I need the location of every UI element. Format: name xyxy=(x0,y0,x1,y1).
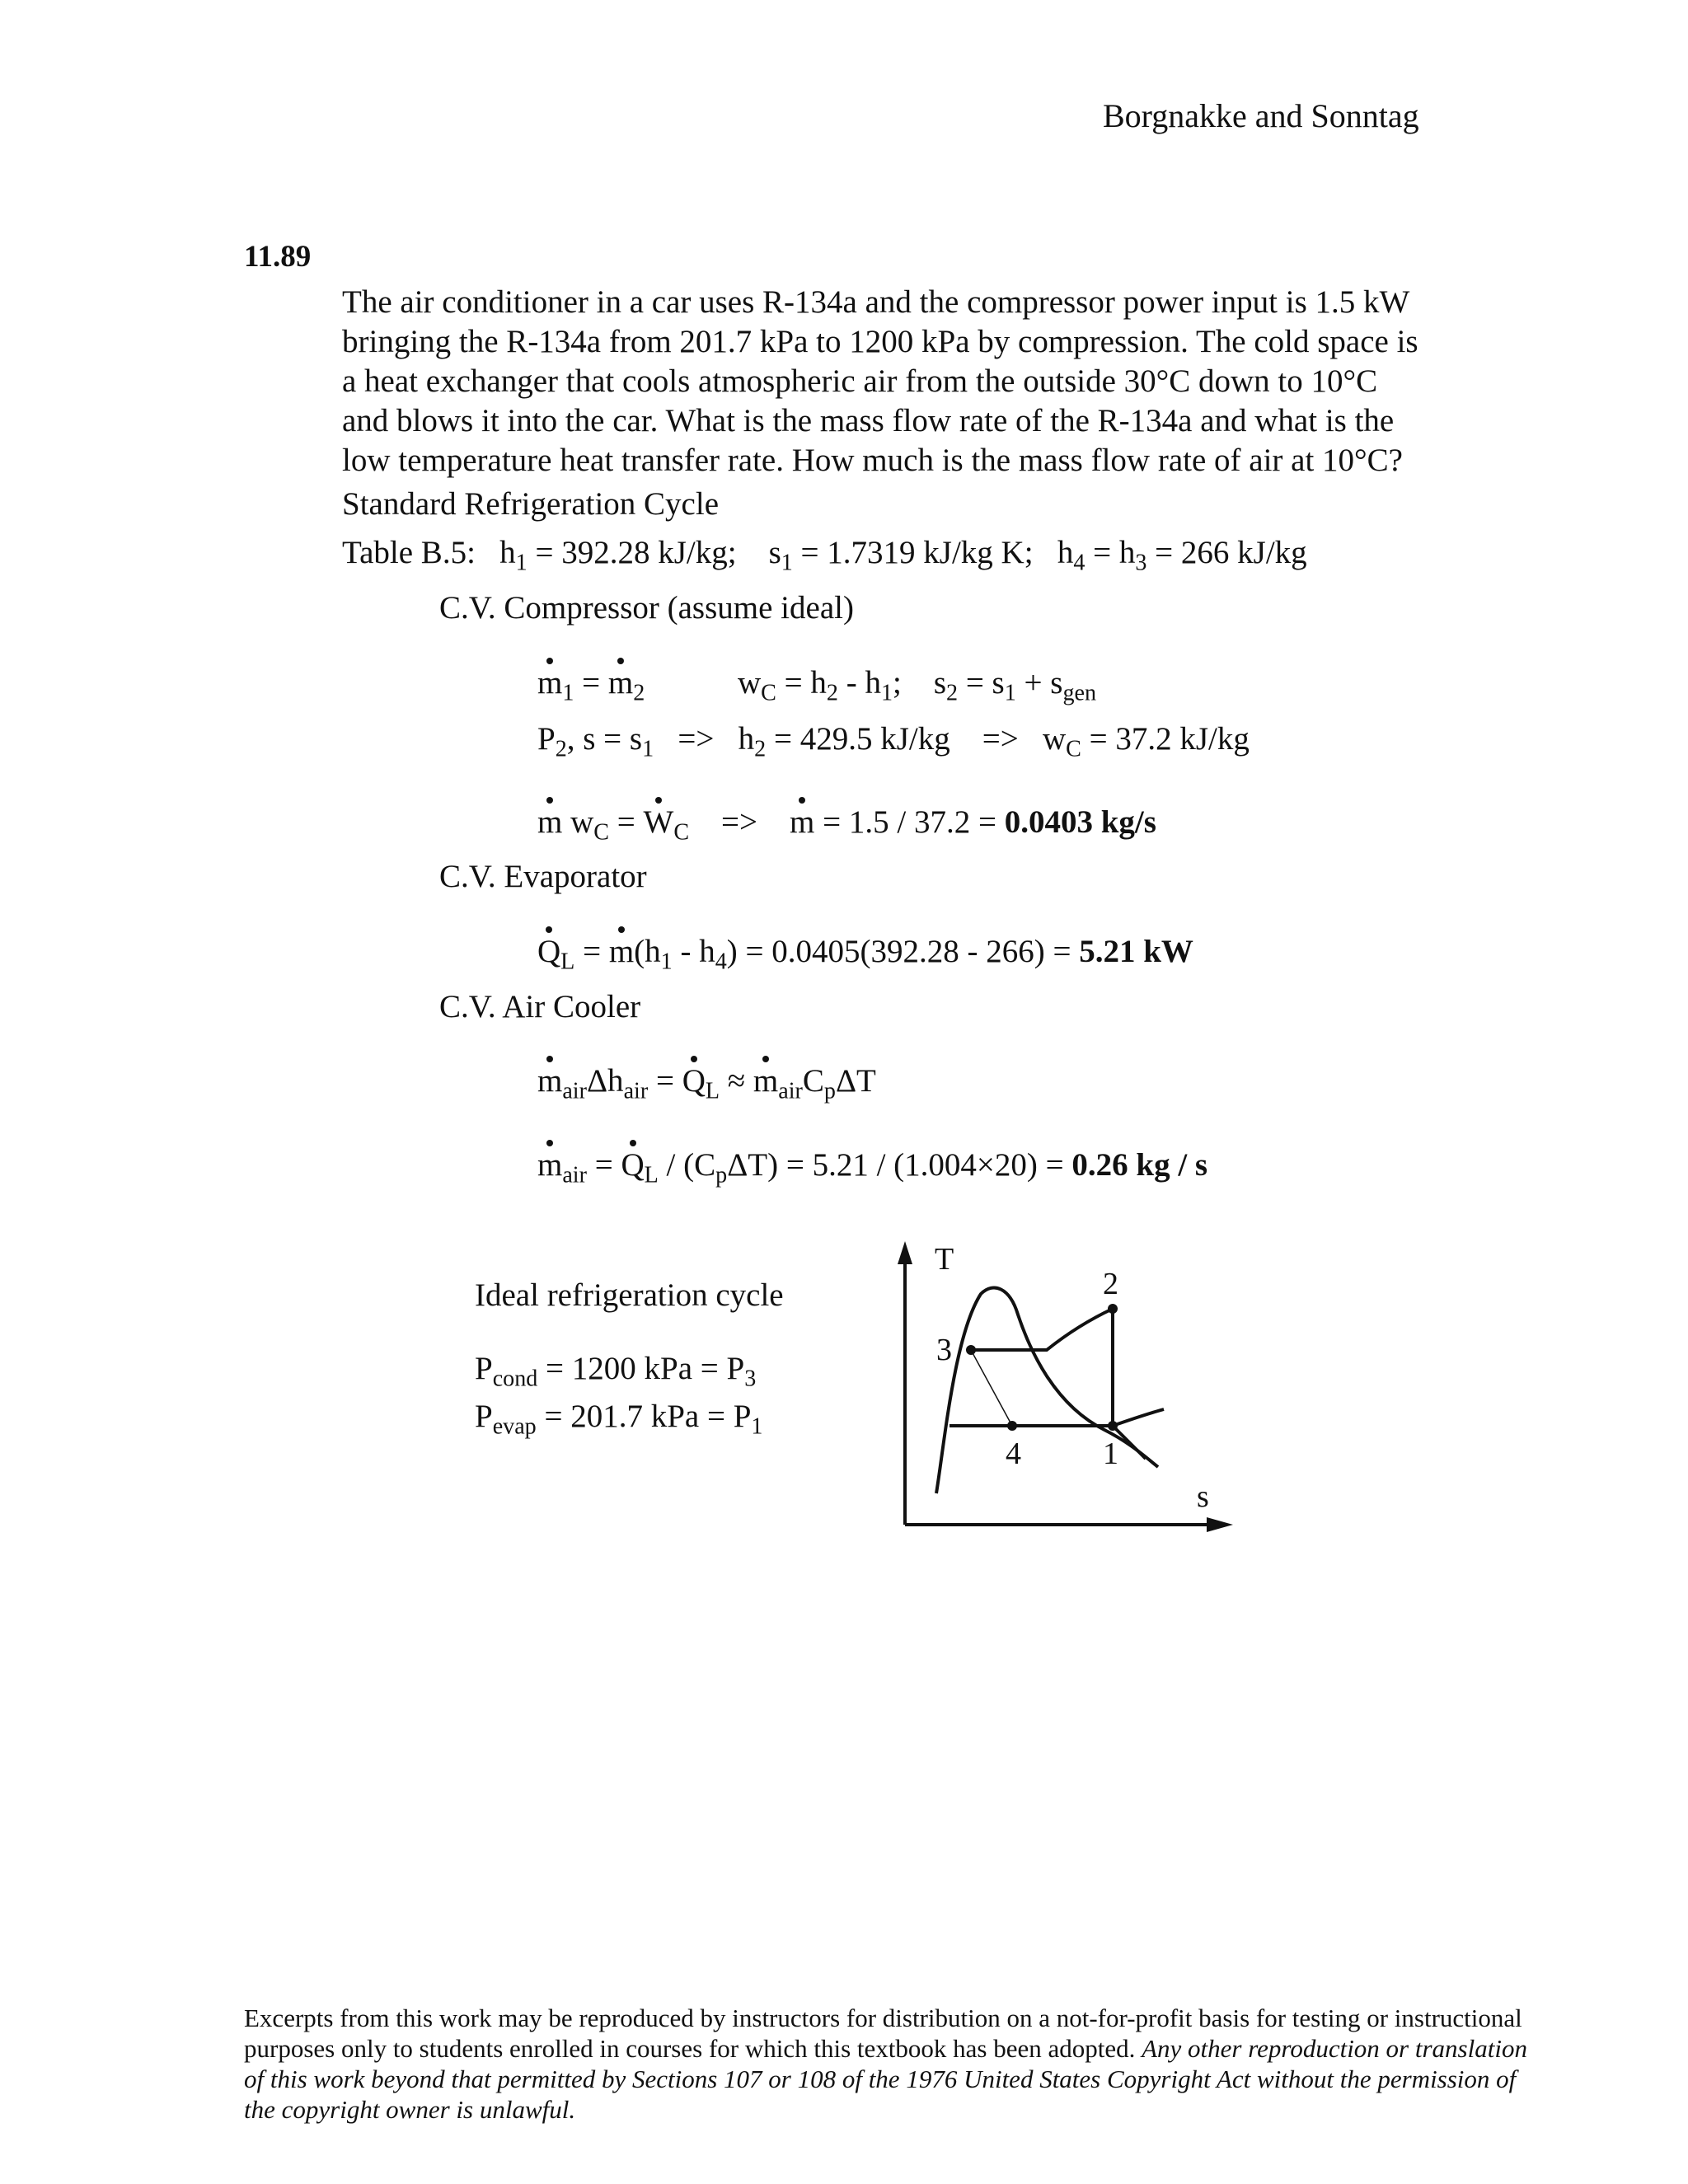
cycle-title: Standard Refrigeration Cycle xyxy=(342,486,720,522)
s1-value: 1.7319 kJ/kg K; xyxy=(827,535,1034,570)
statement-line: and blows it into the car. What is the mass flow rate of the R-134a and what is the xyxy=(342,403,1395,438)
h2-value: 429.5 kJ/kg xyxy=(799,721,950,757)
footer-normal: Excerpts from this work may be reproduced by instructors for distribution on a not-for-profit basis for testing or instructional purposes only to students enrolled in courses for which this textbook has been adopted. xyxy=(244,2004,1522,2063)
state-3-point xyxy=(966,1345,976,1355)
pevap-eq: $P_{evap} = 201.7$ kPa = $P_1$ xyxy=(475,1399,763,1440)
throttling-line xyxy=(971,1350,1012,1426)
state-3-label: 3 xyxy=(936,1333,952,1367)
pcond-value: 1200 kPa xyxy=(571,1351,693,1386)
evaporation-line xyxy=(950,1409,1164,1426)
mass-balance-eq: $m_1 = m_2$ xyxy=(537,665,645,706)
mair-calc: 5.21 / (1.004×20) = xyxy=(812,1147,1064,1183)
saturation-dome xyxy=(936,1287,1158,1493)
state-2-label: 2 xyxy=(1103,1267,1118,1301)
ql-result: 5.21 kW xyxy=(1079,934,1193,969)
t-axis-label: T xyxy=(935,1242,954,1277)
statement-line: a heat exchanger that cools atmospheric air from the outside 30°C down to 10°C xyxy=(342,363,1378,399)
air-energy-eq: $m_{air}\Delta h_{air} = Q_L \approx m_{air}C_p\Delta T$ xyxy=(537,1063,876,1104)
cv-evaporator-heading: C.V. Evaporator xyxy=(439,859,647,894)
footer-italic: Any other reproduction or translation of this work beyond that permitted by Sections 107 or 108 of the 1976 United States Copyright Act without the permission of the copyright owner is unlawful. xyxy=(244,2034,1527,2124)
state-4-label: 4 xyxy=(1006,1436,1021,1471)
copyright-footer xyxy=(244,2003,1530,2125)
statement-line: low temperature heat transfer rate. How much is the mass flow rate of air at 10°C? xyxy=(342,443,1403,478)
mair-result: 0.26 kg / s xyxy=(1071,1147,1208,1183)
header-authors: Borgnakke and Sonntag xyxy=(1103,97,1419,134)
statement-line: The air conditioner in a car uses R-134a and the compressor power input is 1.5 kW xyxy=(342,284,1410,320)
ts-diagram xyxy=(890,1228,1253,1541)
mass-flow-eq: m $w_C = W_C$ => m = 1.5 / 37.2 = 0.0403 kg/s xyxy=(537,804,1156,846)
condensing-line xyxy=(971,1309,1113,1350)
problem-number: 11.89 xyxy=(244,240,312,274)
mair-eq: $m_{air} = Q_L / (C_p\Delta T) = 5.21 / (1.004\times 20) = 0.26$ kg / s xyxy=(537,1147,1208,1188)
m-result: 0.0403 kg/s xyxy=(1004,804,1156,840)
h2-eq: $P_2$, $s = s_1 => h_2 = 429.5$ kJ/kg => $w_C = 37.2$ kJ/kg xyxy=(537,721,1250,762)
h1-value: 392.28 kJ/kg; xyxy=(561,535,737,570)
state-1-label: 1 xyxy=(1103,1436,1118,1471)
table-line: Table B.5: $h_1 = 392.28$ kJ/kg; $s_1 = 1.7319$ kJ/kg K; $h_4 = h_3 = 266$ kJ/kg xyxy=(342,535,1307,576)
state-2-point xyxy=(1108,1304,1118,1314)
problem-statement xyxy=(342,283,1418,480)
t-axis-arrow xyxy=(898,1241,912,1264)
pcond-eq: $P_{cond} = 1200$ kPa = $P_3$ xyxy=(475,1351,757,1392)
table-label: Table B.5: xyxy=(342,535,476,570)
ql-eq: $Q_L = m(h_1 - h_4) = 0.0405(392.28 - 266) = 5.21$ kW xyxy=(537,934,1193,975)
cv-compressor-heading: C.V. Compressor (assume ideal) xyxy=(439,590,854,626)
s-axis-arrow xyxy=(1207,1517,1233,1532)
state-4-point xyxy=(1007,1421,1017,1431)
m-calc: 1.5 / 37.2 = xyxy=(848,804,996,840)
statement-line: bringing the R-134a from 201.7 kPa to 1200 kPa by compression. The cold space is xyxy=(342,324,1418,359)
s-axis-label: s xyxy=(1197,1479,1209,1514)
work-eq: $w_C = h_2 - h_1$; $s_2 = s_1 + s_{gen}$ xyxy=(738,665,1096,706)
ideal-cycle-title: Ideal refrigeration cycle xyxy=(475,1277,784,1313)
wc-value: 37.2 kJ/kg xyxy=(1115,721,1250,757)
ql-calc: 0.0405(392.28 - 266) = xyxy=(771,934,1071,969)
state-1-point xyxy=(1108,1421,1118,1431)
cv-air-cooler-heading: C.V. Air Cooler xyxy=(439,989,641,1024)
h4-value: 266 kJ/kg xyxy=(1180,535,1307,570)
pevap-value: 201.7 kPa xyxy=(570,1399,700,1434)
